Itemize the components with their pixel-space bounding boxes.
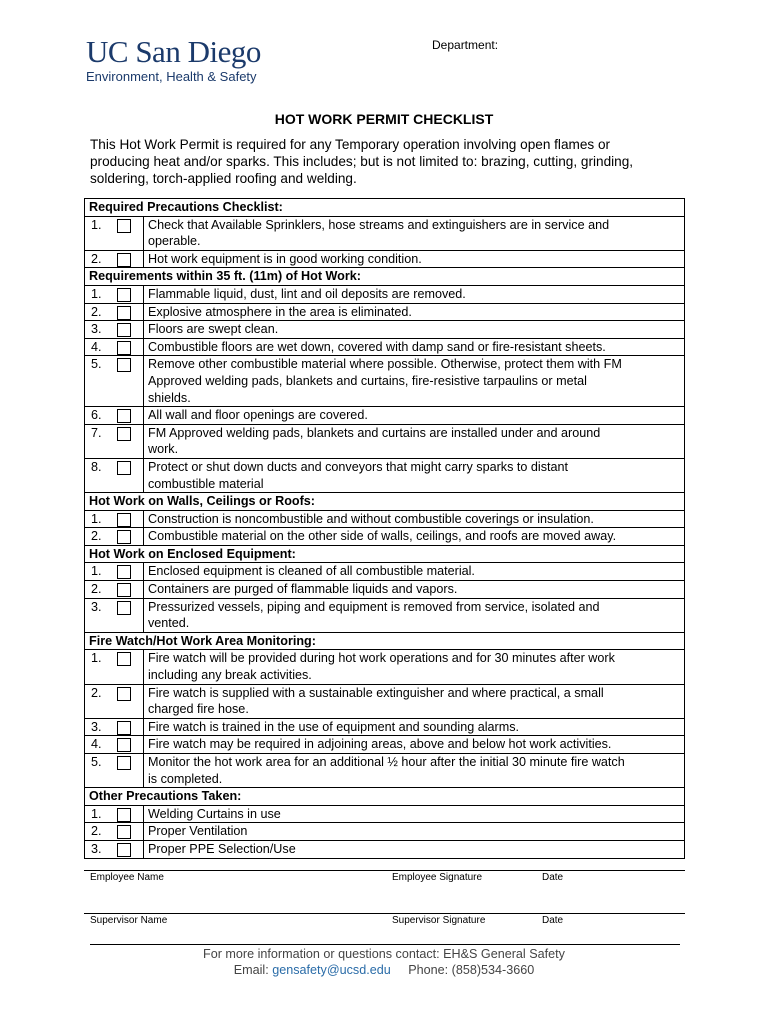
checkbox[interactable] — [117, 461, 131, 475]
item-number-cell — [85, 823, 144, 841]
department-label: Department: — [432, 38, 499, 52]
item-text-line: Welding Curtains in use — [148, 806, 281, 821]
item-text-line: Check that Available Sprinklers, hose streams and extinguishers are in service and — [148, 217, 610, 232]
item-text-cell — [144, 407, 685, 425]
intro-paragraph — [90, 136, 690, 187]
item-number-cell — [85, 510, 144, 528]
checklist-row — [85, 407, 685, 425]
checklist-row — [85, 424, 685, 458]
item-number-cell — [85, 356, 144, 407]
checklist-row — [85, 840, 685, 858]
section-title: Hot Work on Enclosed Equipment: — [85, 545, 685, 563]
checklist-row — [85, 356, 685, 407]
item-text-cell — [144, 303, 685, 321]
item-text-cell — [144, 285, 685, 303]
item-text-cell — [144, 563, 685, 581]
item-number-cell — [85, 598, 144, 632]
item-number-cell — [85, 754, 144, 788]
item-text-cell — [144, 684, 685, 718]
date-label: Date — [542, 915, 564, 926]
item-text-line: combustible material — [148, 476, 264, 491]
checkbox[interactable] — [117, 738, 131, 752]
section-header-row — [85, 788, 685, 806]
item-number: 4. — [91, 339, 102, 354]
checkbox[interactable] — [117, 288, 131, 302]
section-title: Hot Work on Walls, Ceilings or Roofs: — [85, 493, 685, 511]
checkbox[interactable] — [117, 513, 131, 527]
checkbox[interactable] — [117, 530, 131, 544]
intro-line: producing heat and/or sparks. This includes; but is not limited to: brazing, cutting, grinding, — [90, 154, 634, 169]
item-text-line: shields. — [148, 390, 191, 405]
checklist-row — [85, 754, 685, 788]
checklist-row — [85, 598, 685, 632]
item-number: 1. — [91, 286, 102, 301]
checklist-row — [85, 321, 685, 339]
item-number: 1. — [91, 651, 102, 666]
item-text-line: vented. — [148, 616, 190, 631]
phone-text: Phone: (858)534-3660 — [408, 963, 535, 977]
item-text-line: Hot work equipment is in good working condition. — [148, 251, 422, 266]
signature-line-employee[interactable] — [84, 870, 685, 871]
checklist-table — [84, 198, 685, 859]
email-link[interactable]: gensafety@ucsd.edu — [272, 963, 391, 977]
intro-line: soldering, torch-applied roofing and welding. — [90, 171, 357, 186]
section-header-row — [85, 493, 685, 511]
checkbox[interactable] — [117, 306, 131, 320]
checkbox[interactable] — [117, 687, 131, 701]
section-header-row — [85, 199, 685, 217]
item-text-line: Proper Ventilation — [148, 824, 248, 839]
item-number: 3. — [91, 719, 102, 734]
item-number: 3. — [91, 322, 102, 337]
item-text-line: Enclosed equipment is cleaned of all combustible material. — [148, 564, 475, 579]
item-text-line: work. — [148, 442, 179, 457]
item-text-cell — [144, 338, 685, 356]
item-text-line: Combustible material on the other side of walls, ceilings, and roofs are moved away. — [148, 529, 617, 544]
item-text-cell — [144, 823, 685, 841]
item-number: 6. — [91, 408, 102, 423]
item-number-cell — [85, 563, 144, 581]
item-text-cell — [144, 581, 685, 599]
item-number: 5. — [91, 755, 102, 769]
item-number: 2. — [91, 529, 102, 544]
item-number: 1. — [91, 806, 102, 821]
checklist-row — [85, 650, 685, 684]
item-text-line: Fire watch is supplied with a sustainable extinguisher and where practical, a small — [148, 685, 604, 700]
checkbox[interactable] — [117, 358, 131, 372]
checkbox[interactable] — [117, 323, 131, 337]
item-text-line: FM Approved welding pads, blankets and curtains are installed under and around — [148, 425, 601, 440]
item-number-cell — [85, 216, 144, 250]
item-number-cell — [85, 736, 144, 754]
logo-sub-text: Environment, Health & Safety — [86, 69, 257, 84]
page-title: HOT WORK PERMIT CHECKLIST — [274, 111, 494, 127]
checkbox[interactable] — [117, 219, 131, 233]
item-number: 2. — [91, 824, 102, 839]
item-text-line: operable. — [148, 234, 201, 249]
checklist-row — [85, 250, 685, 268]
section-title: Requirements within 35 ft. (11m) of Hot Work: — [85, 268, 685, 286]
supervisor-signature-label: Supervisor Signature — [392, 915, 486, 926]
item-text-cell — [144, 321, 685, 339]
section-title: Fire Watch/Hot Work Area Monitoring: — [85, 632, 685, 650]
item-number: 3. — [91, 841, 102, 856]
item-text-cell — [144, 805, 685, 823]
employee-name-label: Employee Name — [90, 872, 164, 883]
item-number: 1. — [91, 564, 102, 579]
item-text-line: Fire watch will be provided during hot work operations and for 30 minutes after work — [148, 651, 615, 666]
item-number-cell — [85, 338, 144, 356]
checklist-row — [85, 563, 685, 581]
item-text-line: Fire watch is trained in the use of equipment and sounding alarms. — [148, 719, 520, 734]
checkbox[interactable] — [117, 601, 131, 615]
checkbox[interactable] — [117, 341, 131, 355]
item-number: 3. — [91, 599, 102, 614]
checklist-row — [85, 718, 685, 736]
checklist-row — [85, 216, 685, 250]
item-number: 7. — [91, 425, 102, 440]
checkbox[interactable] — [117, 565, 131, 579]
checkbox[interactable] — [117, 253, 131, 267]
item-text-cell — [144, 216, 685, 250]
footer-divider — [90, 944, 680, 945]
item-text-line: Fire watch may be required in adjoining areas, above and below hot work activities. — [148, 737, 612, 752]
checklist-row — [85, 458, 685, 492]
item-text-line: All wall and floor openings are covered. — [148, 408, 368, 423]
item-number: 2. — [91, 251, 102, 266]
item-text-line: Remove other combustible material where possible. Otherwise, protect them with FM — [148, 357, 622, 372]
item-number-cell — [85, 528, 144, 546]
item-number-cell — [85, 718, 144, 736]
logo-main-text: UC San Diego — [86, 34, 261, 69]
item-number-cell — [85, 424, 144, 458]
item-text-cell — [144, 510, 685, 528]
item-text-cell — [144, 718, 685, 736]
item-text-cell — [144, 528, 685, 546]
checklist-row — [85, 303, 685, 321]
item-text-cell — [144, 356, 685, 407]
item-text-line: Floors are swept clean. — [148, 322, 279, 337]
checkbox[interactable] — [117, 808, 131, 822]
checkbox[interactable] — [117, 652, 131, 666]
footer-contact-details — [0, 963, 768, 977]
item-number: 2. — [91, 304, 102, 319]
item-text-line: Combustible floors are wet down, covered with damp sand or fire-resistant sheets. — [148, 339, 606, 354]
item-text-line: is completed. — [148, 771, 223, 786]
item-text-cell — [144, 754, 685, 788]
item-text-line: charged fire hose. — [148, 702, 249, 717]
item-number-cell — [85, 303, 144, 321]
item-number-cell — [85, 250, 144, 268]
checklist-row — [85, 285, 685, 303]
checkbox[interactable] — [117, 409, 131, 423]
item-text-cell — [144, 458, 685, 492]
section-header-row — [85, 545, 685, 563]
signature-line-supervisor[interactable] — [84, 913, 685, 914]
checklist-row — [85, 510, 685, 528]
item-number-cell — [85, 581, 144, 599]
checklist-row — [85, 581, 685, 599]
checkbox[interactable] — [117, 843, 131, 857]
footer-contact: For more information or questions contact: EH&S General Safety — [203, 947, 565, 961]
item-text-cell — [144, 736, 685, 754]
date-label: Date — [542, 872, 564, 883]
item-number: 5. — [91, 357, 102, 372]
item-text-line: Protect or shut down ducts and conveyors that might carry sparks to distant — [148, 459, 568, 474]
section-header-row — [85, 632, 685, 650]
checklist-row — [85, 823, 685, 841]
item-number: 2. — [91, 582, 102, 597]
item-text-line: Containers are purged of flammable liquids and vapors. — [148, 582, 458, 597]
checklist-row — [85, 528, 685, 546]
item-text-cell — [144, 840, 685, 858]
checkbox[interactable] — [117, 427, 131, 441]
section-title: Required Precautions Checklist: — [85, 199, 685, 217]
item-text-line: Flammable liquid, dust, lint and oil deposits are removed. — [148, 286, 466, 301]
item-text-line: Proper PPE Selection/Use — [148, 841, 296, 856]
item-number: 4. — [91, 737, 102, 752]
intro-line: This Hot Work Permit is required for any Temporary operation involving open flames or — [90, 137, 611, 152]
item-text-line: Monitor the hot work area for an additional ½ hour after the initial 30 minute fire watch — [148, 755, 625, 769]
item-number: 8. — [91, 459, 102, 474]
section-title: Other Precautions Taken: — [85, 788, 685, 806]
item-number-cell — [85, 805, 144, 823]
item-number-cell — [85, 684, 144, 718]
item-text-cell — [144, 424, 685, 458]
item-number: 2. — [91, 685, 102, 700]
email-label: Email: — [233, 963, 269, 977]
item-text-line: Explosive atmosphere in the area is eliminated. — [148, 304, 412, 319]
item-number-cell — [85, 321, 144, 339]
item-number: 1. — [91, 511, 102, 526]
item-text-line: Construction is noncombustible and without combustible coverings or insulation. — [148, 511, 594, 526]
supervisor-name-label: Supervisor Name — [90, 915, 168, 926]
item-number: 1. — [91, 217, 102, 232]
item-text-cell — [144, 598, 685, 632]
item-number-cell — [85, 285, 144, 303]
section-header-row — [85, 268, 685, 286]
checklist-row — [85, 736, 685, 754]
ucsd-logo — [86, 36, 261, 84]
checklist-row — [85, 338, 685, 356]
checklist-row — [85, 684, 685, 718]
item-text-cell — [144, 250, 685, 268]
item-text-line: Approved welding pads, blankets and curtains, fire-resistive tarpaulins or metal — [148, 373, 587, 388]
item-number-cell — [85, 650, 144, 684]
employee-signature-label: Employee Signature — [392, 872, 483, 883]
checkbox[interactable] — [117, 583, 131, 597]
checkbox[interactable] — [117, 756, 131, 770]
checkbox[interactable] — [117, 721, 131, 735]
item-number-cell — [85, 407, 144, 425]
item-text-line: including any break activities. — [148, 668, 312, 683]
item-number-cell — [85, 840, 144, 858]
checkbox[interactable] — [117, 825, 131, 839]
item-text-line: Pressurized vessels, piping and equipment is removed from service, isolated and — [148, 599, 600, 614]
item-number-cell — [85, 458, 144, 492]
item-text-cell — [144, 650, 685, 684]
checklist-row — [85, 805, 685, 823]
